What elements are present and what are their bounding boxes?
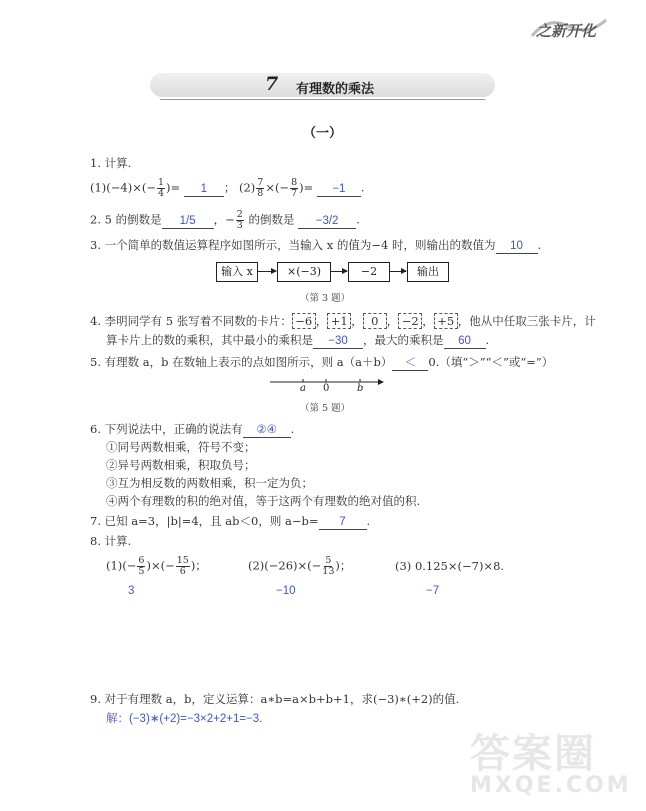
answer-6: ②④ (243, 423, 291, 438)
question-8-label: 8. 计算. (90, 534, 132, 548)
flow-box-subtract: −2 (348, 262, 390, 282)
flow-arrow (330, 271, 347, 272)
question-1-body: (1)(−4)×(− $\frac{1}{4}$ )= 1 ； (2) $\frac{7}{8}$ ×(− $\frac{8}{7}$ )= −1 . (90, 177, 365, 199)
question-4: 4. 李明同学有 5 张写着不同数的卡片： −6 ， +1 ， 0 ， −2 ， +5 ，他从中任取三张卡片，计 (90, 314, 596, 328)
number-line-label-a: a (300, 383, 306, 394)
question-6: 6. 下列说法中，正确的说法有 ②④ . (90, 422, 295, 436)
card: −2 (398, 313, 422, 329)
question-5: 5. 有理数 a，b 在数轴上表示的点如图所示，则 a（a＋b） ＜ 0.（填“＞”“＜”或“=”） (90, 355, 554, 369)
answer-7: 7 (319, 515, 367, 530)
logo-text: 之新开化 (536, 22, 597, 40)
card: 0 (363, 313, 387, 329)
flow-arrow (257, 271, 276, 272)
number-line-label-b: b (357, 383, 364, 394)
answer-8-2: −10 (276, 585, 296, 597)
question-4-line2: 算卡片上的数的乘积，其中最小的乘积是 −30 ，最大的乘积是 60 . (106, 333, 490, 347)
figure-3-caption: （第 3 题） (300, 293, 351, 304)
question-3: 3. 一个简单的数值运算程序如图所示，当输入 x 的值为−4 时，则输出的数值为 10 . (90, 238, 542, 252)
question-9: 9. 对于有理数 a，b，定义运算：a∗b=a×b+b+1，求(−3)∗(+2)的值. (90, 692, 460, 706)
answer-9-solution: 解：(−3)∗(+2)=−3×2+2+1=−3. (106, 713, 263, 725)
section-title: （一） (303, 126, 343, 141)
page-title: 有理数的乘法 (296, 82, 375, 97)
option: ①同号两数相乘，符号不变； (106, 440, 256, 454)
number-line (268, 374, 384, 396)
chapter-number: 7 (265, 73, 279, 95)
option: ④两个有理数的积的绝对值，等于这两个有理数的绝对值的积. (106, 494, 421, 508)
answer-4-max: 60 (444, 334, 486, 349)
answer-2-2: −3/2 (298, 214, 356, 229)
watermark: 答案圈 MXQE.COM (470, 731, 632, 798)
flow-box-input: 输入 x (216, 262, 258, 282)
logo (528, 12, 610, 42)
card: +5 (434, 313, 458, 329)
figure-5-caption: （第 5 题） (300, 403, 351, 414)
question-8-part-2: (2)(−26)×(− $\frac{5}{13}$ )； (248, 555, 352, 577)
flow-box-output: 输出 (407, 262, 449, 282)
answer-1-1: 1 (184, 182, 224, 197)
answer-8-1: 3 (128, 585, 135, 597)
answer-3: 10 (496, 239, 538, 254)
option: ②异号两数相乘，积取负号； (106, 458, 256, 472)
question-8-part-1: (1)(− $\frac{6}{5}$ )×(− $\frac{15}{6}$ )； (106, 555, 207, 577)
card: +1 (327, 313, 351, 329)
answer-1-2: −1 (317, 182, 361, 197)
answer-8-3: −7 (426, 585, 440, 597)
answer-5: ＜ (392, 356, 428, 371)
question-2: 2. 5 的倒数是 1/5 ，− $\frac{2}{3}$ 的倒数是 −3/2 . (90, 209, 360, 231)
option: ③互为相反数的两数相乘，积一定为负； (106, 476, 313, 490)
answer-2-1: 1/5 (162, 214, 214, 229)
flow-box-multiply: ×(−3) (277, 262, 331, 282)
question-7: 7. 已知 a=3，|b|=4，且 ab＜0，则 a−b= 7 . (90, 514, 371, 528)
question-8-part-3: (3) 0.125×(−7)×8. (395, 559, 505, 573)
question-1-label: 1. 计算. (90, 156, 132, 170)
flow-arrow (389, 271, 406, 272)
card: −6 (292, 313, 316, 329)
number-line-label-0: 0 (323, 383, 330, 394)
answer-4-min: −30 (313, 334, 363, 349)
